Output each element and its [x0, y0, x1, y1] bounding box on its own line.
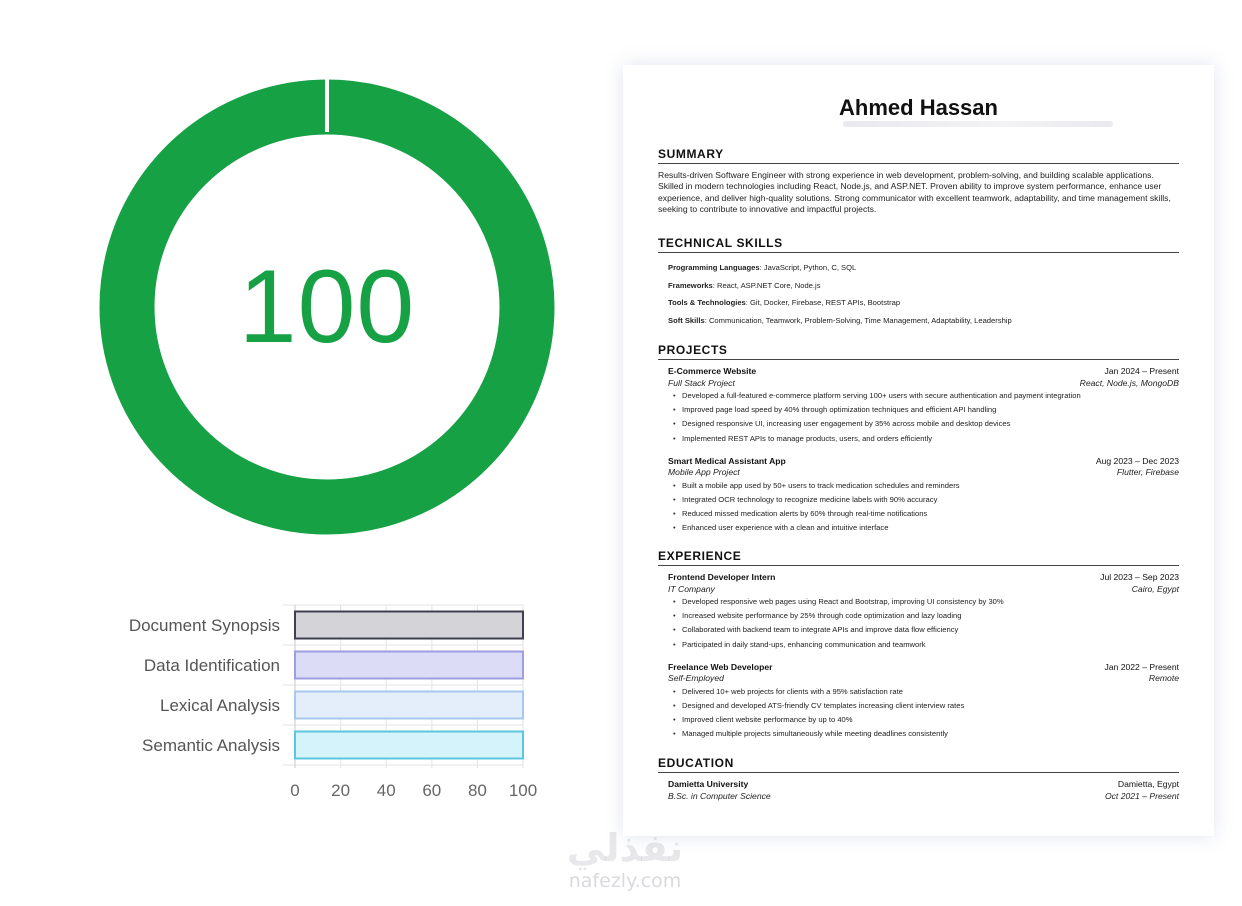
- skill-line: Programming Languages: JavaScript, Python, C, SQL: [668, 263, 857, 272]
- bullet-item: • Developed responsive web pages using React and Bootstrap, improving UI consistency by 30%: [682, 595, 1179, 609]
- score-donut: [92, 72, 562, 542]
- bullet-item: • Designed responsive UI, increasing user engagement by 35% across mobile and desktop devices: [682, 417, 1179, 431]
- entry-date: Jan 2022 – Present: [1104, 661, 1179, 672]
- resume-document: [623, 65, 1214, 836]
- skill-line: Soft Skills: Communication, Teamwork, Problem-Solving, Time Management, Adaptability, Leadership: [668, 315, 1012, 325]
- entry-date: Jul 2023 – Sep 2023: [1100, 572, 1179, 582]
- bullet-item: • Managed multiple projects simultaneously while meeting deadlines consistently: [682, 727, 1179, 741]
- x-tick-label: 60: [422, 781, 442, 800]
- entry-date: Jan 2024 – Present: [1104, 366, 1179, 376]
- bullet-list: [668, 389, 1179, 446]
- entry-subtitle: Full Stack Project: [668, 377, 735, 388]
- entry-title: Freelance Web Developer: [668, 661, 773, 672]
- experience-entry: [668, 572, 1179, 652]
- summary-section: [658, 147, 1179, 216]
- bullet-item: • Improved page load speed by 40% through optimization techniques and efficient API handling: [682, 403, 1179, 417]
- project-entry: [668, 456, 1179, 536]
- bullet-item: • Collaborated with backend team to integrate APIs and improve data flow efficiency: [682, 623, 1179, 637]
- entry-date: Aug 2023 – Dec 2023: [1095, 455, 1179, 466]
- bar-category-label: Document Synopsis: [128, 616, 280, 635]
- school-location: Damietta, Egypt: [1117, 779, 1179, 789]
- x-tick-label: 80: [467, 781, 487, 800]
- x-tick-label: 0: [290, 781, 300, 800]
- entry-subtitle: Self-Employed: [668, 673, 724, 684]
- skill-line: Tools & Technologies: Git, Docker, Firebase, REST APIs, Bootstrap: [668, 298, 901, 308]
- education-dates: Oct 2021 – Present: [1104, 790, 1179, 801]
- bullet-item: • Reduced missed medication alerts by 60% through real-time notifications: [682, 507, 1179, 521]
- project-entry: [668, 366, 1179, 446]
- entry-tech: React, Node.js, MongoDB: [1079, 377, 1179, 388]
- education-entry: [668, 779, 1179, 802]
- bullet-item: • Increased website performance by 25% through code optimization and lazy loading: [682, 609, 1179, 623]
- bar: [295, 652, 523, 679]
- skill-line: Frameworks: React, ASP.NET Core, Node.js: [668, 280, 821, 290]
- degree: B.Sc. in Computer Science: [668, 790, 771, 801]
- entry-location: Cairo, Egypt: [1131, 583, 1179, 594]
- bullet-item: • Developed a full-featured e-commerce platform serving 100+ users with secure authentication and payment integration: [682, 389, 1179, 403]
- bullet-item: • Implemented REST APIs to manage products, users, and orders efficiently: [682, 432, 1179, 446]
- bullet-item: • Built a mobile app used by 50+ users to track medication schedules and reminders: [682, 479, 1179, 493]
- x-tick-label: 40: [376, 781, 396, 800]
- bar-category-label: Lexical Analysis: [159, 696, 280, 715]
- x-tick-label: 20: [331, 781, 351, 800]
- entry-tech: Flutter, Firebase: [1116, 467, 1179, 478]
- x-tick-label: 100: [508, 781, 538, 800]
- projects-section: [658, 343, 1179, 546]
- experience-heading: EXPERIENCE: [658, 549, 1179, 566]
- watermark-arabic: نفذلي: [566, 826, 684, 870]
- bar-category-label: Semantic Analysis: [142, 736, 280, 755]
- bullet-list: [668, 479, 1179, 536]
- bar: [295, 732, 523, 759]
- bullet-item: • Integrated OCR technology to recognize medicine labels with 90% accuracy: [682, 493, 1179, 507]
- contact-line-redacted: [843, 121, 1113, 127]
- bullet-item: • Delivered 10+ web projects for clients with a 95% satisfaction rate: [682, 685, 1179, 699]
- bar: [295, 692, 523, 719]
- entry-title: Frontend Developer Intern: [668, 572, 776, 582]
- watermark-latin: nafezly.com: [568, 870, 682, 892]
- summary-text: Results-driven Software Engineer with strong experience in web development, problem-solving, and building scalable applications. Skilled in modern technologies including React, Node.js, and ASP.NET. Proven ability to improve system performance, enhance user experience, and deliver high-quality solutions. Strong communicator with excellent teamwork, adaptability, and time management skills, seeking to contribute to innovative and impactful projects.: [658, 170, 1171, 215]
- entry-title: Smart Medical Assistant App: [668, 455, 786, 466]
- watermark: [540, 826, 710, 906]
- bar: [295, 612, 523, 639]
- bullet-item: • Enhanced user experience with a clean and intuitive interface: [682, 521, 1179, 535]
- education-heading: EDUCATION: [658, 756, 1179, 773]
- entry-location: Remote: [1148, 673, 1179, 684]
- experience-section: [658, 549, 1179, 752]
- bullet-item: • Improved client website performance by up to 40%: [682, 713, 1179, 727]
- entry-subtitle: IT Company: [668, 583, 715, 594]
- bar-category-label: Data Identification: [143, 656, 280, 675]
- school-name: Damietta University: [668, 779, 749, 789]
- bullet-list: [668, 595, 1179, 652]
- bar-chart-svg: [100, 600, 560, 810]
- bullet-list: [668, 685, 1179, 742]
- experience-entry: [668, 662, 1179, 742]
- score-value: 100: [238, 248, 416, 365]
- entry-title: E-Commerce Website: [668, 366, 757, 376]
- summary-heading: SUMMARY: [658, 147, 1179, 164]
- entry-subtitle: Mobile App Project: [668, 467, 740, 478]
- skills-heading: TECHNICAL SKILLS: [658, 236, 1179, 253]
- education-section: [658, 756, 1179, 812]
- analysis-bar-chart: [100, 600, 560, 810]
- resume-name: Ahmed Hassan: [839, 95, 998, 120]
- projects-heading: PROJECTS: [658, 343, 1179, 360]
- bullet-item: • Designed and developed ATS-friendly CV templates increasing client interview rates: [682, 699, 1179, 713]
- skills-section: [658, 236, 1179, 333]
- bullet-item: • Participated in daily stand-ups, enhancing communication and teamwork: [682, 638, 1179, 652]
